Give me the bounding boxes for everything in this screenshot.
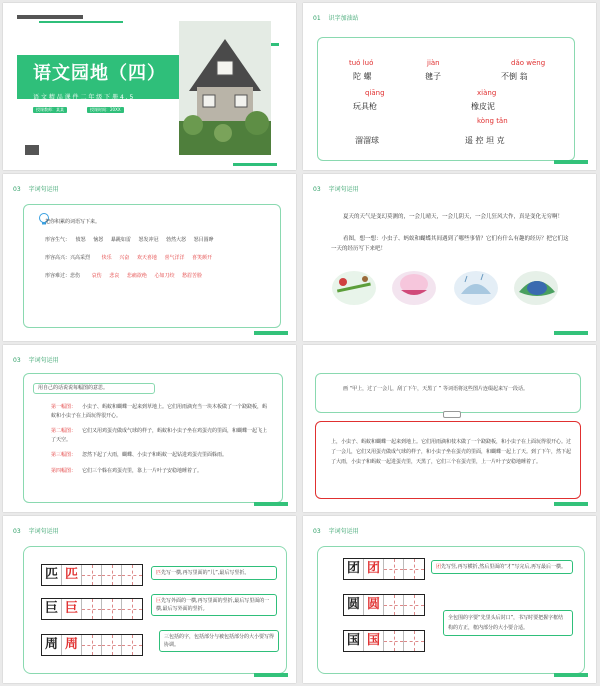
char-cell[interactable] [384, 595, 404, 615]
char-cell[interactable] [122, 599, 142, 619]
char-cell: 团 [364, 559, 384, 579]
char-cell[interactable] [384, 559, 404, 579]
instruction-text: 用自己的话说说每幅图的意思。 [33, 383, 155, 394]
section-header: 03 字词句运用 [13, 186, 59, 193]
char-grid-row [343, 630, 425, 652]
char-cell[interactable] [82, 565, 102, 585]
slide-8-characters[interactable] [303, 516, 596, 683]
instruction-text: 把你积累的词语写下来。 [45, 219, 101, 225]
picture-description: 第二幅图： 它们又用鸡蛋壳做成气球的样子，蚂蚁和小虫子坐在鸡蛋壳的里面，和蝴蝶一起飞上了天空。 [51, 428, 268, 443]
word-label: 不倒 翁 [501, 72, 528, 81]
story-intro: 夏天的天气是变幻莫测的，一会儿晴天，一会儿阴天，一会儿狂风大作，真是变化无穷啊！ [343, 214, 564, 220]
pinyin-label: xiàng [477, 89, 497, 97]
char-cell: 国 [344, 631, 364, 651]
decor-square [25, 145, 39, 155]
picture-leaf [513, 268, 559, 306]
connector-hook [443, 411, 461, 418]
slide-5-describe[interactable] [3, 345, 296, 512]
picture-description: 第三幅图： 忽然下起了大雨，蝴蝶、小虫子和蚂蚁一起钻进鸡蛋壳里面躲雨。 [51, 452, 228, 458]
writing-answer: 上，小虫子、蚂蚁和蝴蝶一起来到地上。它们用雨滴和枝木做了一个跷跷板，和小虫子在上面玩得很开心。过了一会儿，它们又用蛋壳做成气球的样子，和小虫子坐在蛋壳的里面，和蝴蝶一起上了天。到了下午，然下起了大雨，小虫子和蚂蚁一起进蛋壳里，天黑了，它们三个在蛋壳里，上一片叶子安稳地睡着了。 [331, 439, 572, 465]
decor-bar-green [254, 331, 288, 335]
house-photo [179, 21, 271, 155]
char-cell[interactable] [82, 635, 102, 655]
char-cell[interactable] [404, 559, 424, 579]
pinyin-label: tuó luó [349, 59, 374, 67]
vocab-row: 形容高兴：兴高采烈 快乐 兴奋 欢天喜地 喜气洋洋 喜笑颜开 [45, 255, 213, 261]
word-label: 溜溜球 [355, 136, 379, 145]
slide-subtitle: 语 文 精 品 课 件 二 年 级 下 册 4 . 5 [33, 94, 134, 101]
decor-bar-green [554, 502, 588, 506]
char-cell[interactable] [122, 565, 142, 585]
char-cell[interactable] [384, 631, 404, 651]
picture-balloon [391, 268, 437, 306]
picture-description: 第一幅图： 小虫子、蚂蚁和蝴蝶一起来到草地上。它们用雨滴充当一块木板做了一个跷跷板，蚂蚁和小虫子在上面玩得很开心。 [51, 404, 268, 419]
char-grid-row [343, 594, 425, 616]
decor-bar-green [554, 673, 588, 677]
word-label: 玩具枪 [353, 102, 377, 111]
picture-rain [453, 268, 499, 306]
char-cell: 团 [344, 559, 364, 579]
char-cell: 国 [364, 631, 384, 651]
char-grid-row [41, 634, 143, 656]
char-cell[interactable] [404, 631, 424, 651]
char-cell: 巨 [62, 599, 82, 619]
decor-bar-green [39, 21, 123, 23]
char-cell: 匹 [62, 565, 82, 585]
section-header: 01 识字加油站 [313, 15, 359, 22]
decor-bar-green [554, 331, 588, 335]
stroke-tip: 三包括的字，包括部分与被包括部分的大小要写得协调。 [159, 630, 279, 652]
char-cell[interactable] [404, 595, 424, 615]
char-cell[interactable] [102, 599, 122, 619]
writing-prompt: 画 “甲上，过了一会儿，刮了下午，天黑了 ” 等词语将这些图片连缀起来写一段话。 [343, 386, 528, 392]
slide-4-story[interactable] [303, 174, 596, 341]
slide-7-characters[interactable] [3, 516, 296, 683]
story-prompt: 看图，想一想：小虫子、蚂蚁和蝴蝶其间遇到了哪些事情？它们有什么有趣的经历？把它们这一天的经历写下来吧！ [331, 236, 569, 252]
stroke-tip: 团先写竖,再写横折,然后里面的“才”写完后,再写最后一横。 [431, 560, 573, 574]
pinyin-label: jiàn [427, 59, 440, 67]
vocab-row: 形容生气： 愤怒 恼怒 暴跳如雷 怒发冲冠 勃然大怒 怒目圆睁 [45, 237, 214, 243]
decor-bar-green [254, 502, 288, 506]
decor-bar-green [554, 160, 588, 164]
pinyin-label: kòng tǎn [477, 117, 508, 125]
char-cell: 圆 [344, 595, 364, 615]
stroke-tip: 巨先写外面的一横,再写里面的竖折,最后写里面的一横,最后写外面的竖折。 [151, 594, 277, 616]
word-label: 毽子 [425, 72, 441, 81]
slide-6-write[interactable] [303, 345, 596, 512]
slide-3-vocab[interactable] [3, 174, 296, 341]
char-grid-row [343, 558, 425, 580]
char-cell[interactable] [82, 599, 102, 619]
vocab-row: 形容难过：悲伤 哀伤 悲哀 悲痛欲绝 心如刀绞 愁眉苦脸 [45, 273, 203, 279]
teacher-pill: 授课教师：某某 [33, 107, 67, 113]
char-cell: 巨 [42, 599, 62, 619]
char-cell: 圆 [364, 595, 384, 615]
word-label: 陀 螺 [353, 72, 372, 81]
section-header: 03 字词句运用 [313, 186, 359, 193]
char-cell: 周 [62, 635, 82, 655]
time-pill: 授课时间：20XX [87, 107, 124, 113]
section-header: 03 字词句运用 [13, 528, 59, 535]
stroke-tip: 匹先写一横,再写里面的“儿”,最后写竖折。 [151, 566, 277, 580]
decor-line [233, 163, 277, 166]
slide-1-title[interactable] [3, 3, 296, 170]
decor-bar-green [254, 673, 288, 677]
slide-2-words[interactable] [303, 3, 596, 170]
pinyin-label: qiāng [365, 89, 385, 97]
slide-title: 语文园地（四） [33, 63, 166, 84]
char-cell: 周 [42, 635, 62, 655]
picture-seesaw [331, 268, 377, 306]
section-header: 03 字词句运用 [313, 528, 359, 535]
pinyin-label: dǎo wēng [511, 59, 546, 67]
char-cell[interactable] [102, 565, 122, 585]
char-grid-row [41, 564, 143, 586]
word-label: 遥 控 坦 克 [465, 136, 505, 145]
section-header: 03 字词句运用 [13, 357, 59, 364]
char-cell[interactable] [122, 635, 142, 655]
decor-bar [17, 15, 83, 19]
char-cell[interactable] [102, 635, 122, 655]
picture-description: 第四幅图： 它们三个躲在鸡蛋壳里，靠上一片叶子安稳地睡着了。 [51, 468, 203, 474]
stroke-tip: 全包围的字要“先里头后封口”，书写时要把握字框结构的方正，框内部分的大小要合适。 [443, 610, 573, 636]
char-grid-row [41, 598, 143, 620]
char-cell: 匹 [42, 565, 62, 585]
word-label: 橡皮泥 [471, 102, 495, 111]
